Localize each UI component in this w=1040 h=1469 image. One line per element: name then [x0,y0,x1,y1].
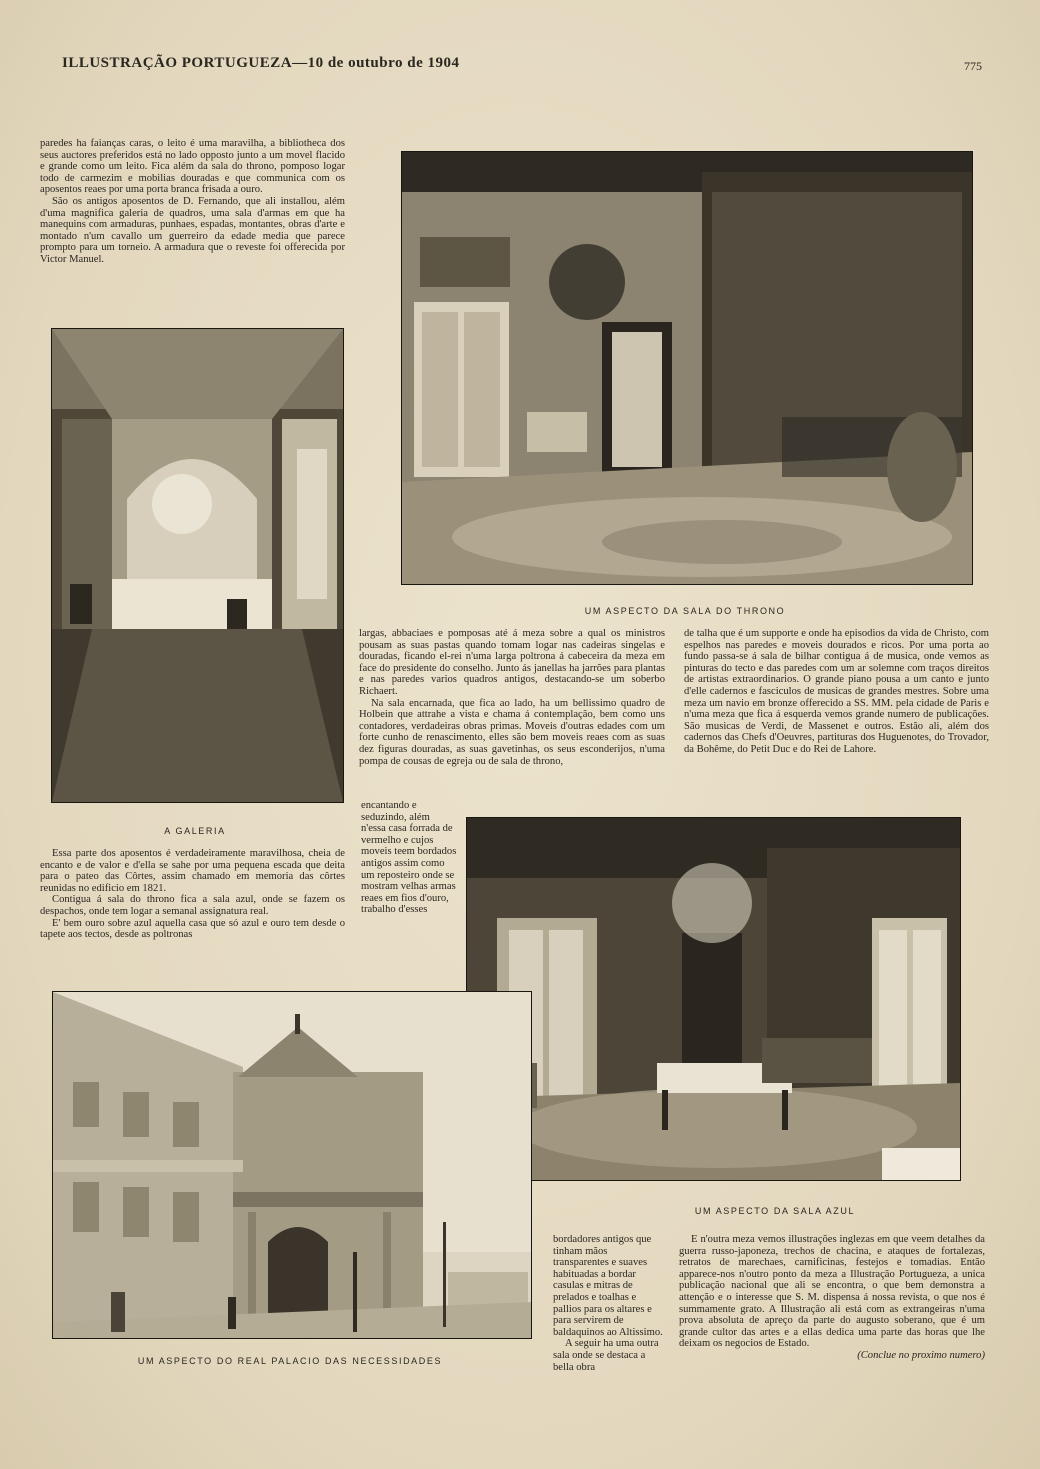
text-column-bottom-right [679,1234,985,1384]
running-title: ILLUSTRAÇÃO PORTUGUEZA—10 de outubro de 1904 [62,55,460,71]
caption-throne-room: UM ASPECTO DA SALA DO THRONO [584,606,786,616]
paragraph: largas, abbaciaes e pomposas até á meza sobre a qual os ministros pousam as suas pastas quando tomam logar nas cadeiras singelas e douradas, ficando el-rei n'uma larga poltrona á cabeceira da meza em face do presidente do conselho. Junto ás janellas ha jarrões para plantas e nas paredes varios quadros antigos, destacando-se um soberbo Richaert. [359,628,665,697]
paragraph: bordadores antigos que tinham mãos transparentes e suaves habituadas a bordar casulas e mitras de prelados e toalhas e pallios para os altares e para servirem de baldaquinos ao Altissimo. [553,1234,663,1338]
paragraph: E' bem ouro sobre azul aquella casa que só azul e ouro tem desde o tapete aos tectos, desde as poltronas [40,917,345,941]
paragraph: São os antigos aposentos de D. Fernando, que ali installou, além d'uma magnifica galeria de quadros, uma sala d'armas em que ha manequins com armaduras, punhaes, espadas, montantes, obras d'arte e montado n'um cavallo um guerreiro da edade media que parece prompto para um torneio. A armadura que o reveste foi offerecida por Victor Manuel. [40,195,345,265]
page-number: 775 [964,59,982,73]
paragraph: paredes ha faianças caras, o leito é uma maravilha, a bibliotheca dos seus auctores preferidos está no lado opposto junto a um movel flacido e grande como um leito. Fica além da sala do throno, pomposo logar todo de carmezim e mobilias douradas e que communica com os aposentos reaes por uma porta branca frisada a ouro. [40,138,345,196]
photo-throne-room [401,151,973,585]
text-column-top-left [40,138,345,316]
text-column-center [359,628,665,798]
page-header [62,55,982,79]
caption-gallery: A GALERIA [164,826,226,836]
photo-palace [52,991,532,1339]
text-column-narrow [361,800,457,970]
paragraph: de talha que é um supporte e onde ha episodios da vida de Christo, com espelhos nas paredes e moveis dourados e ricos. Por uma porta ao fundo passa-se á sala de bilhar contigua á de musica, onde vemos as pinturas do tecto e das paredes com um ar solemne com traços direitos de artistas extraordinarios. O grande piano pousa a um canto e junto d'elle cadernos e fasciculos de musicas de grandes mestres. Sobre uma meza um navio em bronze offerecido a SS. MM. pela cidade de Paris e n'uma meza que fica á esquerda vemos grande numero de publicações. São musicas de Verdi, de Massenet e outros. Estão ali, além dos cadernos das Chefs d'Oeuvres, partituras dos Huguenotes, do Trovador, da Bohême, do Petit Duc e do Rei de Lahore. [684,628,989,755]
paragraph: encantando e seduzindo, além n'essa casa forrada de vermelho e cujos moveis teem bordados antigos assim como um reposteiro onde se mostram velhas armas reaes em fios d'ouro, trabalho d'esses [361,800,457,916]
text-column-bottom-mid [553,1234,665,1384]
text-column-top-right [684,628,989,798]
throne-room-image [402,152,972,584]
photo-gallery [51,328,344,803]
paragraph: E n'outra meza vemos illustrações inglezas em que veem detalhes da guerra russo-japoneza, trechos de chacina, e ataques de fortalezas, retratos de marechaes, carnificinas, festejos e tomadias. Então apparece-nos n'outro ponto da meza a Illustração Portugueza, a unica publicação nacional que ali se encontra, o que bem demonstra a attenção e o interesse que S. M. dispensa á nossa revista, o que nos é summamente grato. A Illustração ali está com as extrangeiras n'uma prova absoluta de apreço da parte do augusto soberano, que é um grande cultor das artes e a ellas dedica uma parte das horas que lhe deixam os negocios de Estado. [679,1234,985,1350]
blue-room-image [467,818,960,1180]
paragraph: Essa parte dos aposentos é verdadeiramente maravilhosa, cheia de encanto e de valor e d'ella se sahe por uma pequena escada que deita para o pateo das Côrtes, assim chamado em memoria das côrtes reunidas no edificio em 1821. [40,848,345,894]
gallery-image [52,329,343,802]
paragraph: Contigua á sala do throno fica a sala azul, onde se fazem os despachos, onde tem logar a semanal assignatura real. [40,894,345,917]
paragraph: A seguir ha uma outra sala onde se destaca a bella obra [553,1338,659,1373]
photo-blue-room [466,817,961,1181]
paragraph: Na sala encarnada, que fica ao lado, ha um bellissimo quadro de Holbein que attrahe a vista e chama á contemplação, bem como uns contadores, verdadeiras obras primas. Moveis d'outras edades com um forte cunho de renascimento, elles são bem moveis reaes com as suas dez figuras douradas, as suas gavetinhas, os seus esconderijos, n'uma pompa de cousas de egreja ou de sala de throno, [359,697,665,767]
palace-image [53,992,531,1338]
caption-palace: UM ASPECTO DO REAL PALACIO DAS NECESSIDADES [137,1356,443,1366]
caption-blue-room: UM ASPECTO DA SALA AZUL [694,1206,856,1216]
continued-note: (Conclue no proximo numero) [857,1349,985,1361]
text-column-mid-left [40,848,345,970]
